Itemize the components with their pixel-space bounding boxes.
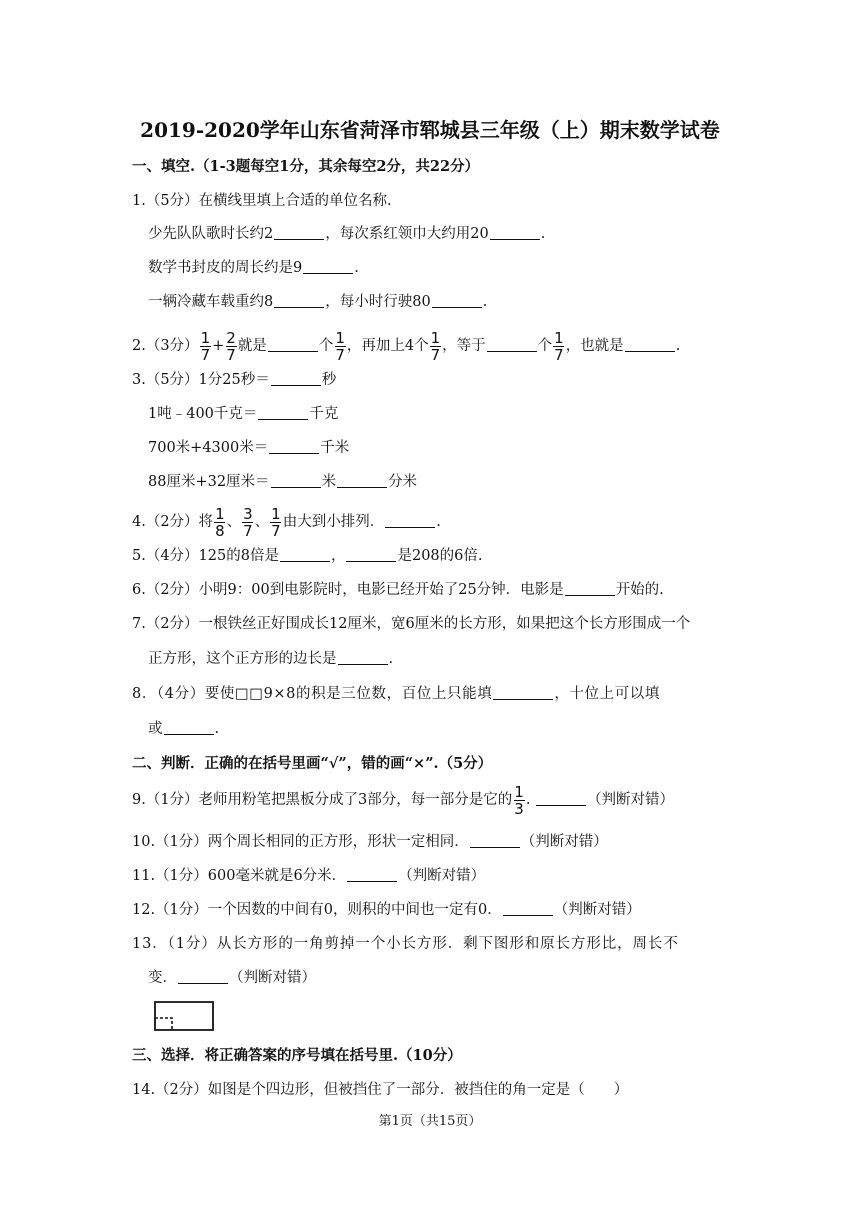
question-13-line-2: 变． （判断对错） bbox=[148, 970, 316, 986]
answer-blank[interactable] bbox=[268, 336, 318, 352]
question-6: 6.（2分）小明9：00到电影院时，电影已经开始了25分钟．电影是 开始的. bbox=[132, 582, 664, 598]
fraction: $\frac{1}{7}$ bbox=[430, 328, 441, 364]
question-3-line-1: 3.（5分）1分25秒＝ 秒 bbox=[132, 372, 337, 388]
answer-blank[interactable] bbox=[346, 546, 396, 562]
answer-blank[interactable] bbox=[493, 684, 553, 700]
question-9: 9.（1分）老师用粉笔把黑板分成了3部分，每一部分是它的 $\frac{1}{3}$ . （判断对错） bbox=[132, 782, 675, 818]
rectangle-cut-corner-figure bbox=[150, 998, 218, 1034]
question-14: 14.（2分）如图是个四边形，但被挡住了一部分．被挡住的角一定是（ ） bbox=[132, 1082, 629, 1098]
fraction: $\frac{1}{7}$ bbox=[335, 328, 345, 364]
question-1-heading: 1.（5分）在横线里填上合适的单位名称. bbox=[132, 193, 392, 209]
question-1-line-2: 数学书封皮的周长约是9 . bbox=[148, 260, 359, 276]
answer-blank[interactable] bbox=[470, 832, 520, 848]
answer-blank[interactable] bbox=[280, 546, 330, 562]
question-3-line-2: 1吨﹣400千克＝ 千克 bbox=[148, 406, 339, 422]
answer-blank[interactable] bbox=[347, 866, 397, 882]
answer-blank[interactable] bbox=[178, 968, 228, 984]
question-8-line-2: 或 . bbox=[148, 721, 220, 737]
fraction: $\frac{2}{7}$ bbox=[226, 328, 236, 364]
question-1-line-3: 一辆冷藏车载重约8 ，每小时行驶80 . bbox=[148, 294, 488, 310]
question-4: 4.（2分）将 $\frac{1}{8}$ 、 $\frac{3}{7}$ 、 $\frac{1}{7}$ 由大到小排列． . bbox=[132, 504, 441, 540]
fraction: $\frac{1}{8}$ bbox=[215, 504, 225, 540]
question-11: 11.（1分）600毫米就是6分米． （判断对错） bbox=[132, 868, 486, 884]
answer-blank[interactable] bbox=[271, 370, 321, 386]
answer-blank[interactable] bbox=[269, 438, 319, 454]
question-13-line-1: 13．（1分）从长方形的一角剪掉一个小长方形．剩下图形和原长方形比，周长不 bbox=[132, 936, 679, 952]
answer-blank[interactable] bbox=[536, 790, 586, 806]
answer-blank[interactable] bbox=[274, 292, 324, 308]
question-12: 12.（1分）一个因数的中间有0，则积的中间也一定有0． （判断对错） bbox=[132, 902, 641, 918]
answer-blank[interactable] bbox=[490, 224, 540, 240]
question-3-line-3: 700米+4300米＝ 千米 bbox=[148, 440, 350, 456]
question-7-line-2: 正方形，这个正方形的边长是 . bbox=[148, 651, 394, 667]
page-title: 2019-2020学年山东省菏泽市郓城县三年级（上）期末数学试卷 bbox=[140, 118, 720, 142]
fraction: $\frac{3}{7}$ bbox=[243, 504, 253, 540]
answer-blank[interactable] bbox=[385, 512, 435, 528]
fraction: $\frac{1}{3}$ bbox=[514, 782, 524, 818]
answer-blank[interactable] bbox=[625, 336, 675, 352]
question-3-line-4: 88厘米+32厘米＝ 米 分米 bbox=[148, 474, 418, 490]
fraction: $\frac{1}{7}$ bbox=[554, 328, 564, 364]
answer-blank[interactable] bbox=[338, 649, 388, 665]
answer-blank[interactable] bbox=[432, 292, 482, 308]
fraction: $\frac{1}{7}$ bbox=[200, 328, 211, 364]
question-2: 2.（3分） $\frac{1}{7}$ + $\frac{2}{7}$ 就是 个 $\frac{1}{7}$ ，再加上4个 $\frac{1}{7}$ ，等于 个 $\frac{1}{7}$ ，也就是 . bbox=[132, 328, 681, 364]
question-7-line-1: 7.（2分）一根铁丝正好围成长12厘米，宽6厘米的长方形，如果把这个长方形围成一个 bbox=[132, 616, 691, 632]
question-8-line-1: 8．（4分）要使□□9×8的积是三位数，百位上只能填 ，十位上可以填 bbox=[132, 686, 661, 702]
question-1-line-1: 少先队队歌时长约2 ，每次系红领巾大约用20 . bbox=[148, 226, 546, 242]
answer-blank[interactable] bbox=[258, 404, 308, 420]
section-heading-fill-blank: 一、填空.（1-3题每空1分，其余每空2分，共22分） bbox=[132, 158, 480, 175]
answer-blank[interactable] bbox=[164, 719, 214, 735]
question-10: 10.（1分）两个周长相同的正方形，形状一定相同． （判断对错） bbox=[132, 834, 608, 850]
question-5: 5.（4分）125的8倍是 ， 是208的6倍. bbox=[132, 548, 483, 564]
answer-blank[interactable] bbox=[274, 224, 324, 240]
answer-blank[interactable] bbox=[303, 258, 353, 274]
section-heading-true-false: 二、判断．正确的在括号里画“√”，错的画“×”.（5分） bbox=[132, 755, 493, 772]
answer-blank[interactable] bbox=[271, 472, 321, 488]
answer-blank[interactable] bbox=[487, 336, 537, 352]
answer-blank[interactable] bbox=[503, 900, 553, 916]
section-heading-multiple-choice: 三、选择．将正确答案的序号填在括号里.（10分） bbox=[132, 1047, 462, 1064]
answer-blank[interactable] bbox=[565, 580, 615, 596]
page-footer: 第1页（共15页） bbox=[378, 1114, 482, 1129]
answer-blank[interactable] bbox=[337, 472, 387, 488]
fraction: $\frac{1}{7}$ bbox=[271, 504, 281, 540]
